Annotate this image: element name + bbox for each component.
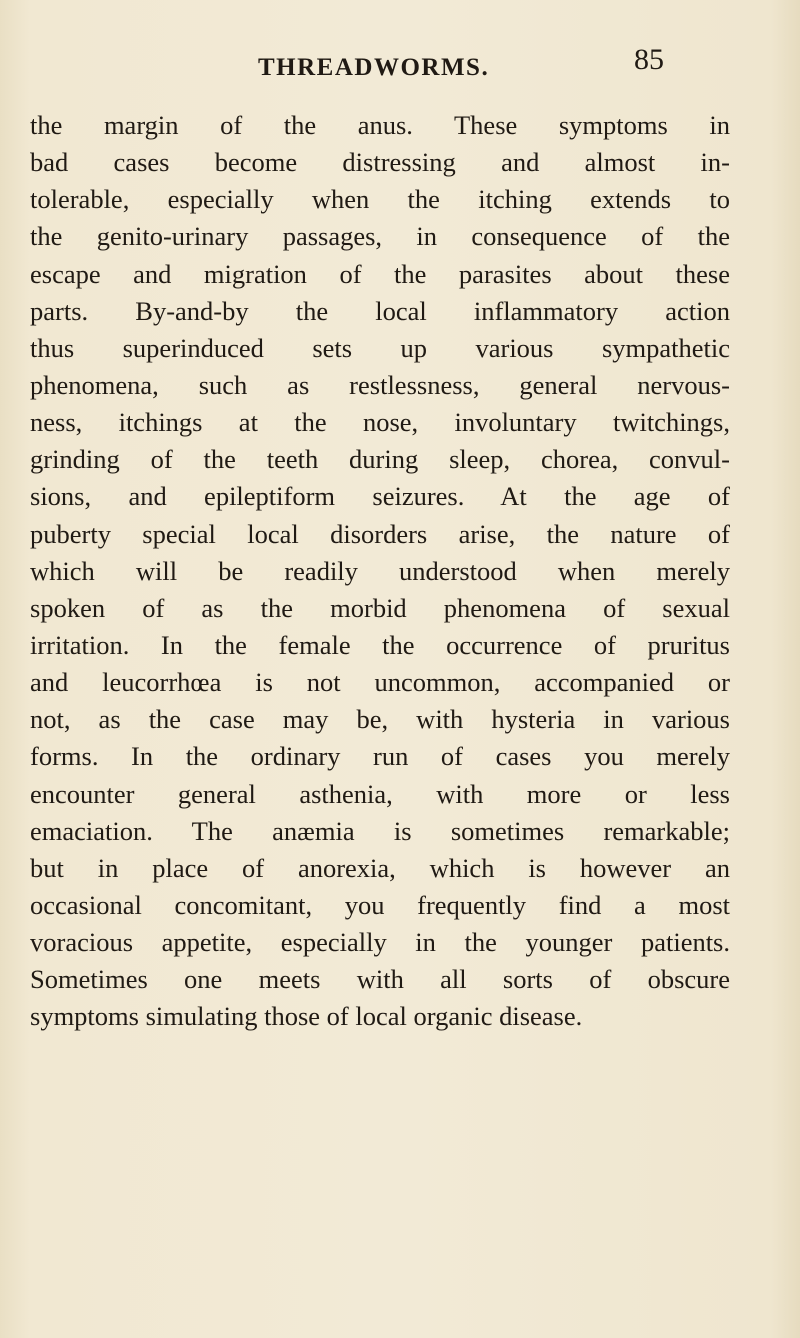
text-line: not, as the case may be, with hysteria in various: [30, 704, 730, 735]
text-line: escape and migration of the parasites about these: [30, 258, 730, 289]
text-line: emaciation. The anæmia is sometimes remarkable;: [30, 815, 730, 846]
text-line: the genito-urinary passages, in consequence of the: [30, 221, 730, 252]
text-line: encounter general asthenia, with more or less: [30, 778, 730, 809]
text-line: bad cases become distressing and almost in-: [30, 147, 730, 178]
text-line-last: symptoms simulating those of local organic disease.: [30, 1001, 583, 1032]
text-line: and leucorrhœa is not uncommon, accompanied or: [30, 667, 730, 698]
text-line: grinding of the teeth during sleep, chorea, convul-: [30, 444, 730, 475]
text-line: ness, itchings at the nose, involuntary twitchings,: [30, 407, 730, 438]
text-line: which will be readily understood when merely: [30, 555, 730, 586]
text-line: forms. In the ordinary run of cases you merely: [30, 741, 730, 772]
running-title: THREADWORMS.: [258, 54, 490, 81]
running-head: [0, 43, 800, 88]
text-line: tolerable, especially when the itching extends to: [30, 184, 730, 215]
text-line: parts. By-and-by the local inflammatory action: [30, 295, 730, 326]
text-line: voracious appetite, especially in the younger patients.: [30, 927, 730, 958]
text-line: phenomena, such as restlessness, general nervous-: [30, 369, 730, 400]
text-line: but in place of anorexia, which is however an: [30, 852, 730, 883]
text-line: the margin of the anus. These symptoms in: [30, 110, 730, 140]
text-line: sions, and epileptiform seizures. At the age of: [30, 481, 730, 512]
text-line: spoken of as the morbid phenomena of sexual: [30, 592, 730, 623]
text-line: irritation. In the female the occurrence of pruritus: [30, 629, 730, 660]
text-line: occasional concomitant, you frequently find a most: [30, 889, 730, 920]
text-line: thus superinduced sets up various sympathetic: [30, 332, 730, 363]
text-line: puberty special local disorders arise, the nature of: [30, 518, 730, 549]
text-line: Sometimes one meets with all sorts of obscure: [30, 964, 730, 995]
page-number: 85: [634, 43, 664, 76]
body-text: [30, 107, 730, 1036]
